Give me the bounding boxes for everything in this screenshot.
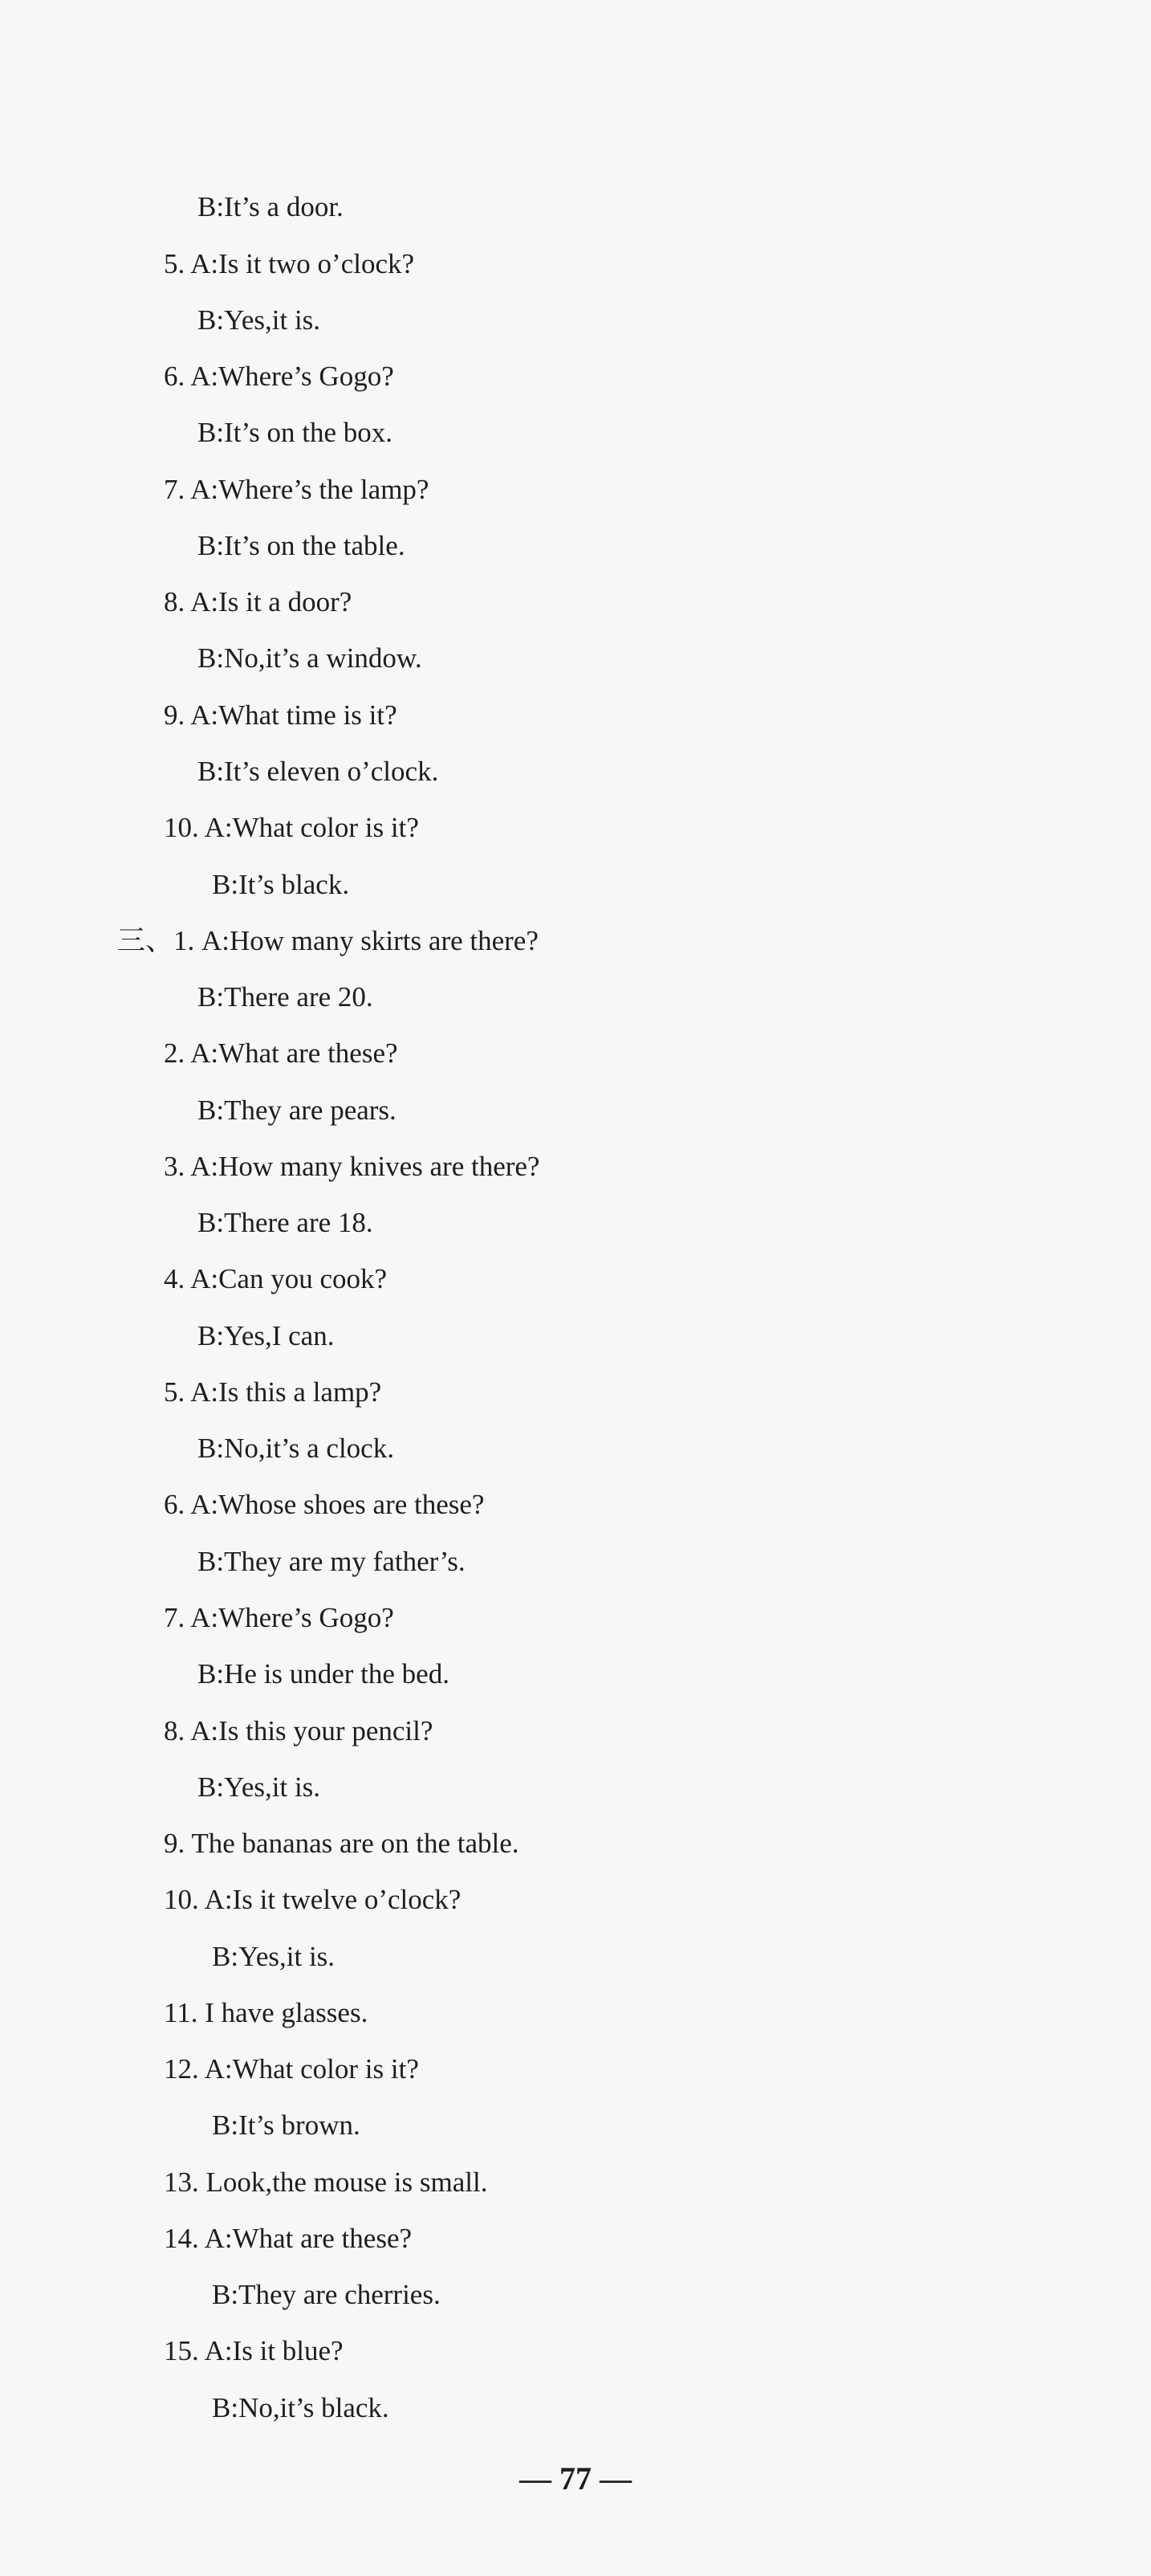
answer-line: 8. A:Is it a door? bbox=[164, 586, 352, 618]
answer-line: B:They are pears. bbox=[197, 1094, 397, 1126]
answer-line: B:There are 20. bbox=[197, 981, 373, 1013]
answer-line: 5. A:Is it two o’clock? bbox=[164, 248, 415, 279]
answer-line: B:No,it’s a clock. bbox=[197, 1433, 394, 1464]
answer-line: B:No,it’s black. bbox=[212, 2392, 389, 2423]
answer-line: 5. A:Is this a lamp? bbox=[164, 1376, 382, 1408]
answer-line: 7. A:Where’s the lamp? bbox=[164, 474, 429, 505]
page-number: — 77 — bbox=[519, 2460, 632, 2497]
answer-line: B:Yes,it is. bbox=[212, 1941, 336, 1972]
answer-line: B:It’s a door. bbox=[197, 191, 344, 222]
answer-line: 14. A:What are these? bbox=[164, 2223, 413, 2254]
answer-line: B:Yes,it is. bbox=[197, 304, 321, 336]
answer-line: B:Yes,it is. bbox=[197, 1771, 321, 1803]
answer-line: 9. The bananas are on the table. bbox=[164, 1828, 519, 1859]
answer-line: B:Yes,I can. bbox=[197, 1320, 335, 1351]
answer-line: 10. A:What color is it? bbox=[164, 812, 419, 843]
answer-line: B:There are 18. bbox=[197, 1207, 373, 1238]
section-heading-line: 三、1. A:How many skirts are there? bbox=[117, 925, 539, 956]
answer-line: B:It’s on the table. bbox=[197, 530, 405, 561]
answer-line: 11. I have glasses. bbox=[164, 1997, 368, 2028]
answer-line: 7. A:Where’s Gogo? bbox=[164, 1602, 394, 1633]
answer-line: B:He is under the bed. bbox=[197, 1658, 449, 1689]
answer-line: B:It’s eleven o’clock. bbox=[197, 756, 439, 787]
answer-line: B:It’s on the box. bbox=[197, 417, 393, 448]
answer-line: 10. A:Is it twelve o’clock? bbox=[164, 1884, 462, 1915]
answer-line: B:It’s black. bbox=[212, 869, 350, 900]
answer-line: 12. A:What color is it? bbox=[164, 2053, 419, 2085]
answer-line: 2. A:What are these? bbox=[164, 1037, 398, 1069]
answer-line: 3. A:How many knives are there? bbox=[164, 1151, 540, 1182]
answer-line: 15. A:Is it blue? bbox=[164, 2335, 344, 2366]
answer-line: B:They are cherries. bbox=[212, 2279, 441, 2310]
answer-line: 13. Look,the mouse is small. bbox=[164, 2166, 488, 2198]
answer-line: 8. A:Is this your pencil? bbox=[164, 1715, 433, 1747]
answer-line: B:No,it’s a window. bbox=[197, 642, 422, 674]
answer-line: B:They are my father’s. bbox=[197, 1546, 466, 1577]
answer-line: B:It’s brown. bbox=[212, 2109, 360, 2141]
answer-line: 9. A:What time is it? bbox=[164, 699, 397, 731]
answer-line: 6. A:Whose shoes are these? bbox=[164, 1489, 485, 1520]
answer-line: 4. A:Can you cook? bbox=[164, 1263, 388, 1294]
answer-line: 6. A:Where’s Gogo? bbox=[164, 361, 394, 392]
